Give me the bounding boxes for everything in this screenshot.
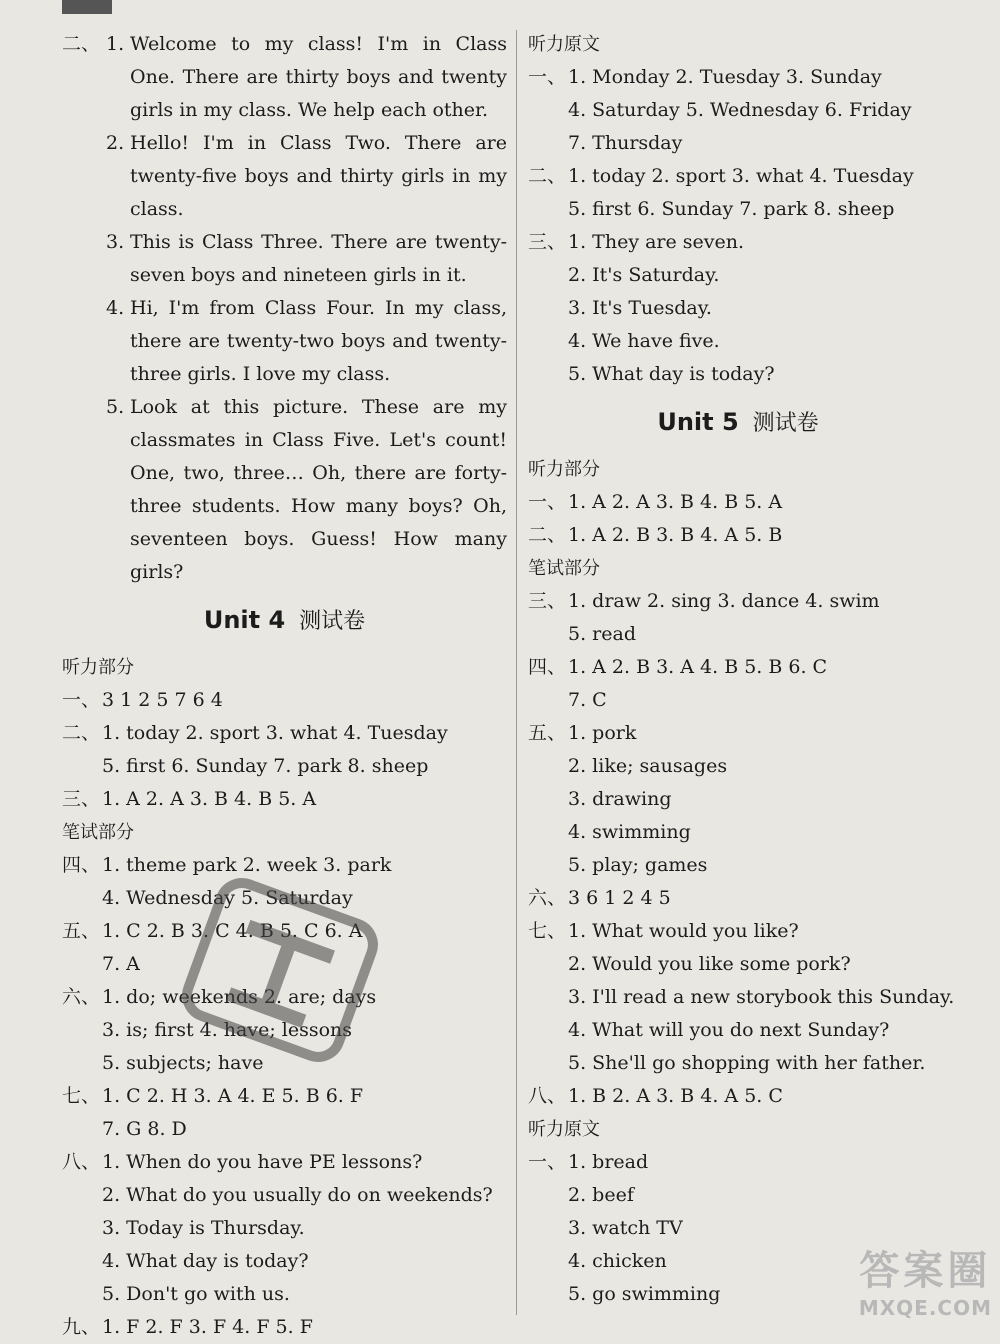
item-number: 四、	[528, 656, 567, 678]
answer-line	[528, 193, 948, 226]
answer-text: 1. B 2. A 3. B 4. A 5. C	[568, 1085, 783, 1107]
answer-text: 3 1 2 5 7 6 4	[102, 689, 223, 711]
answer-text: 1. A 2. B 3. B 4. A 5. B	[568, 524, 783, 546]
para-index: 2.	[106, 132, 125, 154]
item-number: 九、	[62, 1316, 101, 1338]
para-text: Look at this picture. These are my classmates in Class Five. Let's count! One, two, three… Oh, there are forty-three students. How many boys? Oh, seventeen boys. Guess! How many girls?	[130, 396, 507, 583]
answer-text: 1. C 2. B 3. C 4. B 5. C 6. A	[102, 920, 363, 942]
answer-line	[528, 61, 948, 94]
watermark-url: MXQE.COM	[858, 1296, 992, 1320]
answer-line	[528, 651, 948, 684]
answer-line	[62, 1113, 507, 1146]
answer-text: 1. C 2. H 3. A 4. E 5. B 6. F	[102, 1085, 364, 1107]
answer-text: 2. What do you usually do on weekends?	[102, 1184, 493, 1206]
listening-heading: 听力部分	[528, 459, 600, 480]
item-number: 七、	[528, 920, 567, 942]
unit5-test-label: 测试卷	[752, 411, 819, 436]
para-index: 5.	[106, 396, 125, 418]
answer-text: 2. Would you like some pork?	[568, 953, 851, 975]
para-text: This is Class Three. There are twenty-seven boys and nineteen girls in it.	[130, 231, 507, 286]
item-number: 三、	[528, 590, 567, 612]
answer-text: 3. is; first 4. have; lessons	[102, 1019, 353, 1041]
answer-line	[62, 1212, 507, 1245]
answer-line	[528, 1179, 948, 1212]
answer-text: 1. A 2. A 3. B 4. B 5. A	[102, 788, 317, 810]
answer-line	[528, 519, 948, 552]
answer-line	[528, 750, 948, 783]
answer-text: 3. Today is Thursday.	[102, 1217, 305, 1239]
answer-text: 3. drawing	[568, 788, 672, 810]
answer-line	[62, 783, 507, 816]
right-column	[528, 28, 955, 1311]
answer-line	[528, 948, 948, 981]
answer-text: 5. Don't go with us.	[102, 1283, 290, 1305]
answer-line	[528, 1047, 948, 1080]
answer-line	[528, 816, 948, 849]
answer-line	[62, 684, 507, 717]
answer-text: 5. first 6. Sunday 7. park 8. sheep	[102, 755, 429, 777]
para-lead	[62, 391, 106, 589]
answer-line	[528, 259, 948, 292]
answer-text: 1. F 2. F 3. F 4. F 5. F	[102, 1316, 313, 1338]
item-number: 八、	[62, 1151, 101, 1173]
item-number: 六、	[62, 986, 101, 1008]
answer-text: 4. swimming	[568, 821, 691, 843]
answer-text: 1. today 2. sport 3. what 4. Tuesday	[568, 165, 914, 187]
answer-text: 1. A 2. A 3. B 4. B 5. A	[568, 491, 783, 513]
answer-line	[528, 849, 948, 882]
item-number: 五、	[528, 722, 567, 744]
para-lead	[62, 127, 106, 226]
item-number: 一、	[528, 66, 567, 88]
answer-line	[528, 226, 948, 259]
answer-text: 1. pork	[568, 722, 637, 744]
item-number: 二、	[62, 722, 101, 744]
answer-line	[528, 684, 948, 717]
answer-line	[62, 1278, 507, 1311]
answer-line	[528, 585, 948, 618]
answer-line	[528, 127, 948, 160]
answer-lines	[528, 486, 948, 552]
unit4-label: Unit 4	[203, 606, 286, 634]
answer-text: 5. go swimming	[568, 1283, 721, 1305]
answer-text: 3. watch TV	[568, 1217, 683, 1239]
answer-text: 4. Saturday 5. Wednesday 6. Friday	[568, 99, 912, 121]
answer-text: 4. Wednesday 5. Saturday	[102, 887, 353, 909]
answer-line	[528, 783, 948, 816]
paragraph-1	[62, 28, 507, 127]
para-index: 4.	[106, 297, 125, 319]
answer-text: 3. I'll read a new storybook this Sunday.	[568, 986, 955, 1008]
item-number: 七、	[62, 1085, 101, 1107]
answer-text: 2. like; sausages	[568, 755, 728, 777]
listening-heading: 听力部分	[62, 657, 134, 678]
unit5-label: Unit 5	[657, 408, 739, 436]
answer-line	[528, 94, 948, 127]
answer-text: 3 6 1 2 4 5	[568, 887, 671, 909]
transcript-heading: 听力原文	[528, 1119, 600, 1140]
answer-lines	[62, 684, 507, 816]
answer-lines	[528, 585, 955, 1113]
answer-line	[528, 1080, 948, 1113]
watermark	[859, 1239, 992, 1320]
item-number: 一、	[528, 491, 567, 513]
answer-text: 1. bread	[568, 1151, 649, 1173]
answer-text: 1. A 2. B 3. A 4. B 5. B 6. C	[568, 656, 828, 678]
answer-text: 7. C	[568, 689, 607, 711]
answer-line	[528, 325, 948, 358]
watermark-logo-text: 答案圈	[859, 1248, 992, 1294]
answer-text: 1. draw 2. sing 3. dance 4. swim	[568, 590, 880, 612]
item-number: 八、	[528, 1085, 567, 1107]
er-paragraphs	[62, 28, 507, 589]
unit5-title	[528, 391, 948, 453]
answer-text: 5. What day is today?	[568, 363, 775, 385]
answer-line	[528, 292, 948, 325]
column-divider	[516, 30, 517, 1315]
written-heading: 笔试部分	[528, 558, 600, 579]
answer-text: 1. theme park 2. week 3. park	[102, 854, 392, 876]
answer-text: 2. It's Saturday.	[568, 264, 720, 286]
item-number: 四、	[62, 854, 101, 876]
answer-line	[528, 882, 948, 915]
para-lead: 二、	[62, 33, 101, 55]
answer-line	[62, 1146, 507, 1179]
item-number: 三、	[62, 788, 101, 810]
para-lead	[62, 292, 106, 391]
answer-line	[528, 160, 948, 193]
answer-line	[528, 1014, 948, 1047]
answer-line	[528, 486, 948, 519]
item-number: 二、	[528, 165, 567, 187]
item-number: 三、	[528, 231, 567, 253]
answer-text: 3. It's Tuesday.	[568, 297, 712, 319]
answer-text: 7. A	[102, 953, 140, 975]
item-number: 一、	[62, 689, 101, 711]
unit4-title	[62, 589, 507, 651]
answer-text: 7. Thursday	[568, 132, 683, 154]
item-number: 五、	[62, 920, 101, 942]
answer-line	[62, 717, 507, 750]
item-number: 六、	[528, 887, 567, 909]
answer-lines	[528, 61, 948, 391]
answer-text: 1. Monday 2. Tuesday 3. Sunday	[568, 66, 882, 88]
stamp-glyph	[224, 926, 333, 1023]
answer-text: 1. What would you like?	[568, 920, 799, 942]
paragraph-2	[62, 127, 507, 226]
answer-text: 4. What day is today?	[102, 1250, 309, 1272]
answer-line	[62, 1311, 507, 1344]
answer-text: 5. first 6. Sunday 7. park 8. sheep	[568, 198, 895, 220]
para-text: Welcome to my class! I'm in Class One. There are thirty boys and twenty girls in my class. We help each other.	[130, 33, 507, 121]
answer-text: 5. play; games	[568, 854, 708, 876]
answer-text: 4. What will you do next Sunday?	[568, 1019, 890, 1041]
answer-text: 4. chicken	[568, 1250, 667, 1272]
answer-text: 1. today 2. sport 3. what 4. Tuesday	[102, 722, 448, 744]
answer-text: 1. When do you have PE lessons?	[102, 1151, 423, 1173]
answer-text: 7. G 8. D	[102, 1118, 187, 1140]
para-text: Hi, I'm from Class Four. In my class, there are twenty-two boys and twenty-three girls. I love my class.	[130, 297, 507, 385]
answer-line	[62, 1080, 507, 1113]
answer-text: 1. They are seven.	[568, 231, 745, 253]
answer-line	[528, 915, 948, 948]
answer-text: 5. subjects; have	[102, 1052, 264, 1074]
paragraph-4	[62, 292, 507, 391]
paragraph-3	[62, 226, 507, 292]
answer-text: 2. beef	[568, 1184, 634, 1206]
para-index: 1.	[106, 33, 125, 55]
answer-text: 1. do; weekends 2. are; days	[102, 986, 377, 1008]
answer-line	[62, 1179, 507, 1212]
para-index: 3.	[106, 231, 125, 253]
answer-line	[528, 618, 948, 651]
answer-text: 4. We have five.	[568, 330, 720, 352]
answer-text: 5. read	[568, 623, 636, 645]
paragraph-5	[62, 391, 507, 589]
transcript-heading: 听力原文	[528, 34, 600, 55]
answer-line	[528, 981, 955, 1014]
item-number: 一、	[528, 1151, 567, 1173]
answer-text: 5. She'll go shopping with her father.	[568, 1052, 926, 1074]
para-lead	[62, 226, 106, 292]
answer-line	[528, 717, 948, 750]
answer-line	[528, 1146, 948, 1179]
item-number: 二、	[528, 524, 567, 546]
unit4-test-label: 测试卷	[299, 609, 366, 634]
answer-line	[528, 358, 948, 391]
corner-tab	[62, 0, 112, 14]
answer-line	[62, 750, 507, 783]
para-text: Hello! I'm in Class Two. There are twenty-five boys and thirty girls in my class.	[130, 132, 507, 220]
answer-line	[62, 1245, 507, 1278]
written-heading: 笔试部分	[62, 822, 134, 843]
left-column	[62, 28, 507, 1344]
